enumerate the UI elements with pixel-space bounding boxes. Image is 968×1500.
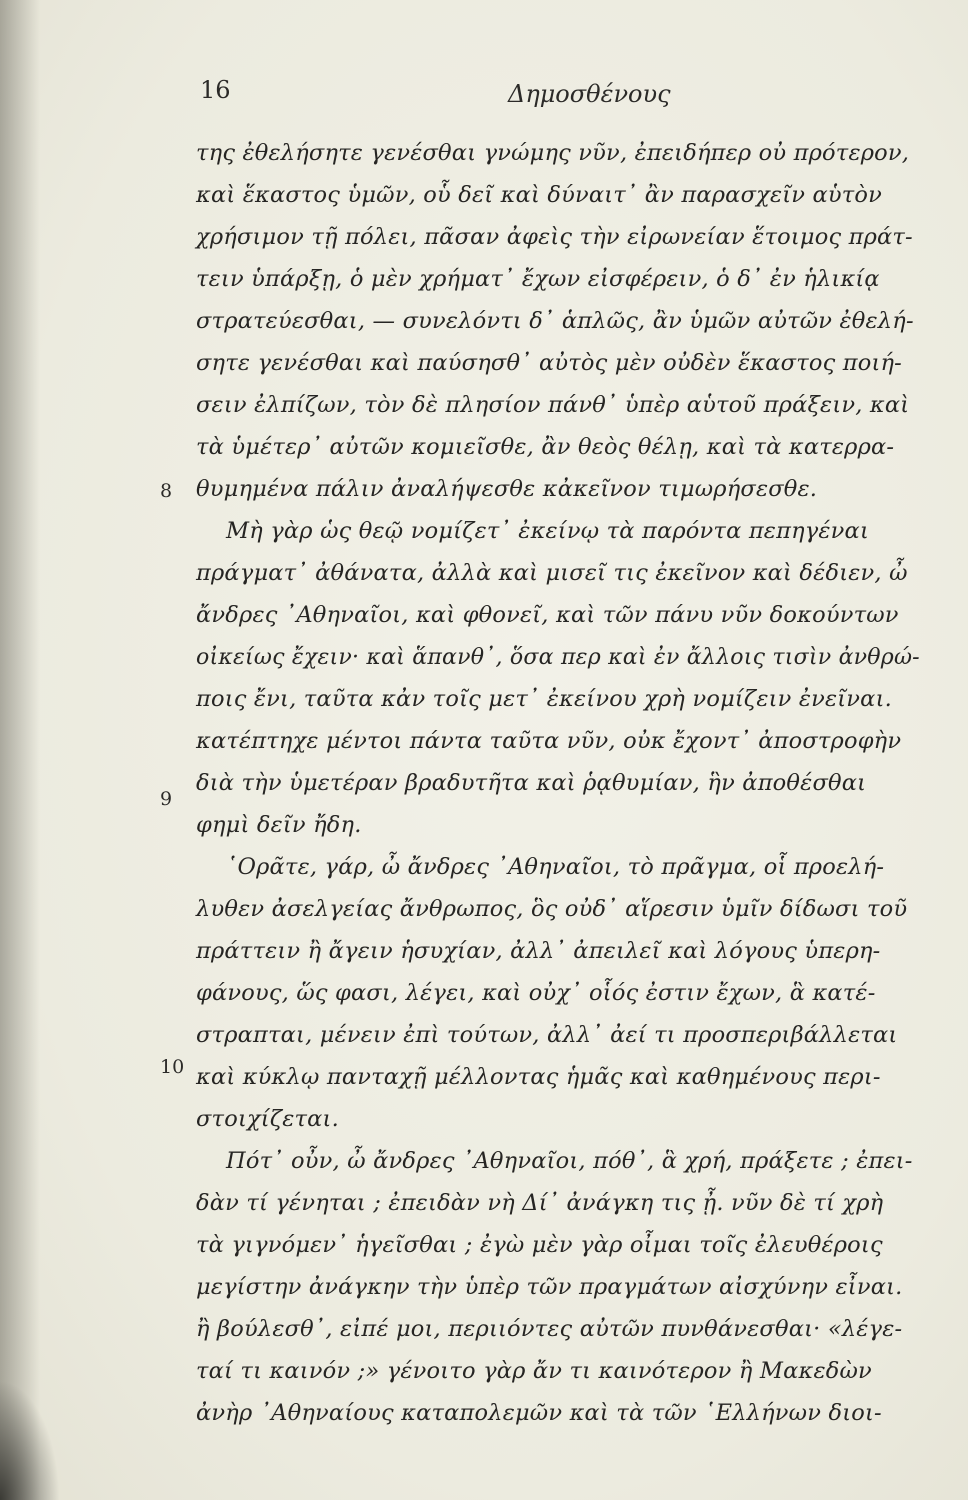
text-line: ἀνὴρ ᾽Αθηναίους καταπολεμῶν καὶ τὰ τῶν ῾Ελλήνων διοι-	[196, 1400, 882, 1426]
text-line: μεγίστην ἀνάγκην τὴν ὑπὲρ τῶν πραγμάτων αἰσχύνην εἶναι.	[196, 1274, 903, 1300]
text-line: κατέπτηχε μέντοι πάντα ταῦτα νῦν, οὐκ ἔχοντ᾽ ἀποστροφὴν	[196, 728, 902, 754]
text-line: ποις ἔνι, ταῦτα κἀν τοῖς μετ᾽ ἐκείνου χρὴ νομίζειν ἐνεῖναι.	[196, 686, 892, 712]
text-line: χρήσιμον τῇ πόλει, πᾶσαν ἀφεὶς τὴν εἰρωνείαν ἕτοιμος πράτ-	[196, 224, 913, 250]
text-line: σητε γενέσθαι καὶ παύσησθ᾽ αὐτὸς μὲν οὐδὲν ἕκαστος ποιή-	[196, 350, 902, 376]
text-line: ἢ βούλεσθ᾽, εἰπέ μοι, περιιόντες αὐτῶν πυνθάνεσθαι· «λέγε-	[196, 1316, 903, 1342]
text-line: λυθεν ἀσελγείας ἄνθρωπος, ὃς οὐδ᾽ αἵρεσιν ὑμῖν δίδωσι τοῦ	[196, 896, 908, 922]
text-line: δὰν τί γένηται ; ἐπειδὰν νὴ Δί᾽ ἀνάγκη τις ᾖ. νῦν δὲ τί χρὴ	[196, 1190, 884, 1216]
text-line: καὶ ἕκαστος ὑμῶν, οὗ δεῖ καὶ δύναιτ᾽ ἂν παρασχεῖν αὑτὸν	[196, 182, 883, 208]
text-line: ταί τι καινόν ;» γένοιτο γὰρ ἄν τι καινότερον ἢ Μακεδὼν	[196, 1358, 872, 1384]
text-line: πράγματ᾽ ἀθάνατα, ἀλλὰ καὶ μισεῖ τις ἐκεῖνον καὶ δέδιεν, ὦ	[196, 560, 908, 586]
section-number: 8	[160, 480, 173, 502]
page-edge-shadow	[0, 0, 40, 1500]
text-line: διὰ τὴν ὑμετέραν βραδυτῆτα καὶ ῥᾳθυμίαν, ἣν ἀποθέσθαι	[196, 770, 867, 796]
text-line: της ἐθελήσητε γενέσθαι γνώμης νῦν, ἐπειδήπερ οὐ πρότερον,	[196, 140, 910, 166]
text-line: θυμημένα πάλιν ἀναλήψεσθε κἀκεῖνον τιμωρήσεσθε.	[196, 476, 818, 502]
section-number: 9	[160, 788, 173, 810]
text-line: τειν ὑπάρξῃ, ὁ μὲν χρήματ᾽ ἔχων εἰσφέρειν, ὁ δ᾽ ἐν ἡλικίᾳ	[196, 266, 880, 292]
text-line: ἄνδρες ᾽Αθηναῖοι, καὶ φθονεῖ, καὶ τῶν πάνυ νῦν δοκούντων	[196, 602, 899, 628]
text-line: τὰ ὑμέτερ᾽ αὐτῶν κομιεῖσθε, ἂν θεὸς θέλῃ, καὶ τὰ κατερρα-	[196, 434, 895, 460]
text-line: πράττειν ἢ ἄγειν ἡσυχίαν, ἀλλ᾽ ἀπειλεῖ καὶ λόγους ὑπερη-	[196, 938, 881, 964]
page-number: 16	[200, 76, 231, 104]
text-line: οἰκείως ἔχειν· καὶ ἅπανθ᾽, ὅσα περ καὶ ἐν ἄλλοις τισὶν ἀνθρώ-	[196, 644, 920, 670]
text-line: τὰ γιγνόμεν᾽ ἡγεῖσθαι ; ἐγὼ μὲν γὰρ οἶμαι τοῖς ἐλευθέροις	[196, 1232, 883, 1258]
text-line: φημὶ δεῖν ἤδη.	[196, 812, 362, 838]
text-line: στοιχίζεται.	[196, 1106, 339, 1132]
text-line: σειν ἐλπίζων, τὸν δὲ πλησίον πάνθ᾽ ὑπὲρ αὑτοῦ πράξειν, καὶ	[196, 392, 910, 418]
page-header	[0, 72, 968, 112]
text-line: φάνους, ὥς φασι, λέγει, καὶ οὐχ᾽ οἷός ἐστιν ἔχων, ἃ κατέ-	[196, 980, 876, 1006]
text-line: ῾Ορᾶτε, γάρ, ὦ ἄνδρες ᾽Αθηναῖοι, τὸ πρᾶγμα, οἷ προελή-	[226, 854, 885, 880]
text-line: στραπται, μένειν ἐπὶ τούτων, ἀλλ᾽ ἀεί τι προσπεριβάλλεται	[196, 1022, 898, 1048]
text-line: Πότ᾽ οὖν, ὦ ἄνδρες ᾽Αθηναῖοι, πόθ᾽, ἃ χρή, πράξετε ; ἐπει-	[226, 1148, 913, 1174]
text-line: καὶ κύκλῳ πανταχῇ μέλλοντας ἡμᾶς καὶ καθημένους περι-	[196, 1064, 881, 1090]
page-corner-shadow	[0, 1380, 60, 1500]
text-line: στρατεύεσθαι, — συνελόντι δ᾽ ἁπλῶς, ἂν ὑμῶν αὐτῶν ἐθελή-	[196, 308, 914, 334]
text-line: Μὴ γὰρ ὡς θεῷ νομίζετ᾽ ἐκείνῳ τὰ παρόντα πεπηγέναι	[226, 518, 869, 544]
running-head: Δημοσθένους	[508, 80, 671, 108]
section-number: 10	[160, 1056, 185, 1078]
